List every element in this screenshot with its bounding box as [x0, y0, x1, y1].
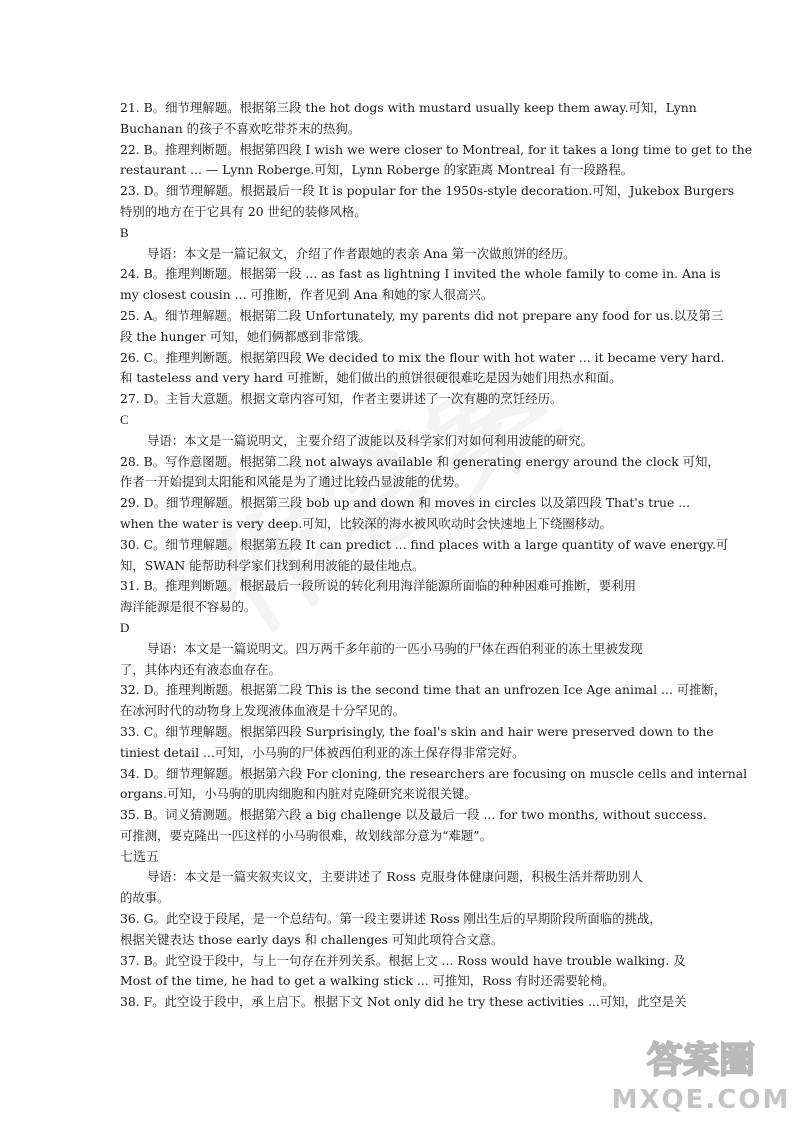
answer-explanations	[120, 98, 753, 1013]
line-23: 知，SWAN 能帮助科学家们找到利用波能的最佳地点。	[120, 557, 425, 573]
line-29: 32. D。推理判断题。根据第二段 This is the second time that an unfrozen Ice Age animal ... 可推断，	[120, 682, 727, 698]
line-4: restaurant ... — Lynn Roberge.可知，Lynn Roberge 的家距离 Montreal 有一段路程。	[120, 162, 634, 178]
line-25: 海洋能源是很不容易的。	[120, 599, 257, 615]
intro-d: 导语：本文是一篇说明文。四万两千多年前的一匹小马驹的尸体在西伯利亚的冻土里被发现	[147, 640, 643, 656]
line-44: 38. F。此空设于段中，承上启下。根据下文 Not only did he try these activities ...可知，此空是关	[120, 994, 687, 1010]
line-1: 21. B。细节理解题。根据第三段 the hot dogs with mustard usually keep them away.可知，Lynn	[120, 100, 697, 115]
intro-qixuanwu: 导语：本文是一篇夹叙夹议文，主要讲述了 Ross 克服身体健康问题，积极生活并帮助别人	[147, 869, 643, 885]
line-20: 29. D。细节理解题。根据第三段 bob up and down 和 moves in circles 以及第四段 That's true ...	[120, 495, 691, 511]
line-43: Most of the time, he had to get a walking stick ... 可推知，Ross 有时还需要轮椅。	[120, 973, 615, 989]
line-2: Buchanan 的孩子不喜欢吃带芥末的热狗。	[120, 120, 361, 136]
line-40: 36. G。此空设于段尾，是一个总结句。第一段主要讲述 Ross 刚出生后的早期阶段所面临的挑战，	[120, 911, 662, 927]
logo-text-bottom: MXQE.COM	[611, 1085, 791, 1115]
line-31: 33. C。细节理解题。根据第四段 Surprisingly, the foal's skin and hair were preserved down to the	[120, 723, 714, 739]
line-42: 37. B。此空设于段中，与上一句存在并列关系。根据上文 ... Ross would have trouble walking. 及	[120, 952, 686, 968]
line-14: 和 tasteless and very hard 可推断，她们做出的煎饼很硬很难吃是因为她们用热水和面。	[120, 370, 622, 386]
line-6: 特别的地方在于它具有 20 世纪的装修风格。	[120, 203, 367, 219]
line-30: 在冰河时代的动物身上发现液体血液是十分罕见的。	[120, 703, 405, 719]
intro-c: 导语：本文是一篇说明文，主要介绍了波能以及科学家们对如何利用波能的研究。	[147, 432, 594, 448]
line-34: organs.可知，小马驹的肌肉细胞和内脏对克隆研究来说很关键。	[120, 786, 477, 802]
section-heading-d: D	[120, 619, 130, 635]
line-22: 30. C。细节理解题。根据第五段 It can predict ... find places with a large quantity of wave energy.可	[120, 536, 729, 552]
line-32: tiniest detail ...可知，小马驹的尸体被西伯利亚的冻土保存得非常完好。	[120, 744, 525, 760]
line-3: 22. B。推理判断题。根据第四段 I wish we were closer to Montreal, for it takes a long time to get to the	[120, 141, 753, 157]
line-24: 31. B。推理判断题。根据最后一段所说的转化利用海洋能源所面临的种种困难可推断，要利用	[120, 578, 636, 594]
line-9: 24. B。推理判断题。根据第一段 ... as fast as lightning I invited the whole family to come in. Ana is	[120, 266, 721, 282]
line-21: when the water is very deep.可知，比较深的海水被风吹动时会快速地上下绕圈移动。	[120, 515, 612, 531]
line-15: 27. D。主旨大意题。根据文章内容可知，作者主要讲述了一次有趣的烹饪经历。	[120, 391, 563, 407]
line-39: 的故事。	[120, 890, 170, 906]
intro-b: 导语：本文是一篇记叙文，介绍了作者跟她的表亲 Ana 第一次做煎饼的经历。	[147, 245, 576, 261]
line-10: my closest cousin ... 可推断，作者见到 Ana 和她的家人很高兴。	[120, 287, 494, 303]
line-33: 34. D。细节理解题。根据第六段 For cloning, the researchers are focusing on muscle cells and internal	[120, 765, 748, 781]
section-heading-c: C	[120, 411, 129, 427]
line-28: 了，其体内还有液态血存在。	[120, 661, 282, 677]
section-heading-b: B	[120, 224, 129, 240]
line-13: 26. C。推理判断题。根据第四段 We decided to mix the flour with hot water ... it became very hard.	[120, 349, 725, 365]
line-11: 25. A。细节理解题。根据第二段 Unfortunately, my parents did not prepare any food for us.以及第三	[120, 307, 724, 323]
section-heading-qixuanwu: 七选五	[120, 848, 160, 864]
line-18: 28. B。写作意图题。根据第二段 not always available 和 generating energy around the clock 可知，	[120, 453, 720, 469]
line-35: 35. B。词义猜测题。根据第六段 a big challenge 以及最后一段 ... for two months, without success.	[120, 807, 707, 823]
line-5: 23. D。细节理解题。根据最后一段 It is popular for the 1950s-style decoration.可知，Jukebox Burgers	[120, 183, 735, 199]
line-19: 作者一开始提到太阳能和风能是为了通过比较凸显波能的优势。	[120, 474, 467, 490]
line-12: 段 the hunger 可知，她们俩都感到非常饿。	[120, 328, 371, 344]
line-41: 根据关键表达 those early days 和 challenges 可知此项符合文意。	[120, 931, 504, 947]
logo-text-top: 答案圈	[646, 1040, 756, 1081]
line-36: 可推测，要克隆出一匹这样的小马驹很难，故划线部分意为“难题”。	[120, 827, 492, 843]
site-logo	[612, 1030, 790, 1116]
